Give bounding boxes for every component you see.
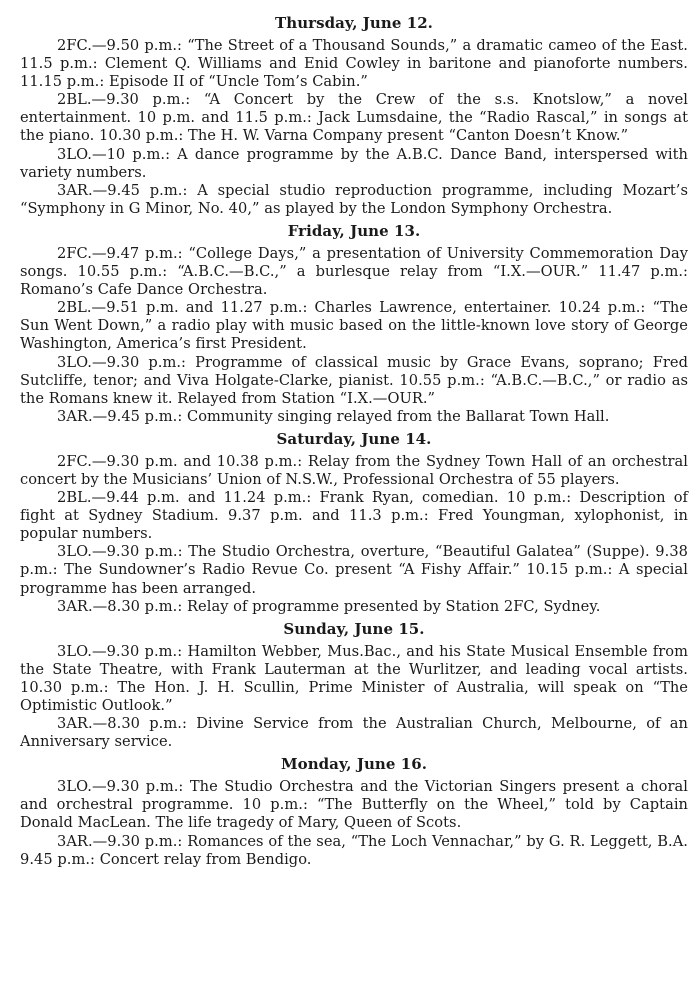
programme-entry [20,598,688,616]
entry-text: —9.30 p.m. and 10.38 p.m.: Relay from the Sydney Town Hall of an orchestral concert by the Musicians’ Union of N.S.W., Professional Orchestra of 55 players. [20,452,688,488]
programme-entry [20,715,688,751]
station-code: 3LO. [57,543,92,561]
entry-text: —9.30 p.m.: The Studio Orchestra and the Victorian Singers present a choral and orchestral programme. 10 p.m.: “The Butterfly on the Wheel,” told by Captain Donald MacLean. The life tragedy of Mary, Queen of Scots. [20,778,688,832]
day-section-sunday [20,620,688,752]
day-section-thursday [20,14,688,218]
station-code: 2FC. [57,37,92,54]
programme-entry [20,37,688,91]
station-code: 3AR. [57,832,93,850]
entry-text: —9.50 p.m.: “The Street of a Thousand Sounds,” a dramatic cameo of the East. 11.5 p.m.: Clement Q. Williams and Enid Cowley in baritone and pianoforte numbers. 11.15 p.m.: Episode II of “Uncle Tom’s Cabin.” [20,37,688,91]
programme-entry [20,543,688,597]
station-code: 3LO. [57,145,92,163]
programme-entry [20,778,688,832]
programme-entry [20,245,688,299]
entry-text: —9.51 p.m. and 11.27 p.m.: Charles Lawrence, entertainer. 10.24 p.m.: “The Sun Went Down,” a radio play with music based on the little-known love story of George Washington, America’s first President. [20,299,688,353]
station-code: 3LO. [57,778,92,796]
day-section-friday [20,222,688,426]
programme-entry [20,643,688,715]
entry-text: —8.30 p.m.: Divine Service from the Australian Church, Melbourne, of an Anniversary service. [20,715,688,751]
station-code: 3AR. [57,715,93,733]
entry-text: —8.30 p.m.: Relay of programme presented by Station 2FC, Sydney. [92,597,601,615]
day-heading: Sunday, June 15. [283,619,425,638]
station-code: 3AR. [57,181,93,199]
programme-entry [20,408,688,426]
programme-entry [20,489,688,543]
station-code: 3AR. [57,407,93,425]
station-code: 3LO. [57,353,92,371]
entry-text: —9.45 p.m.: A special studio reproduction programme, including Mozart’s “Symphony in G Minor, No. 40,” as played by the London Symphony Orchestra. [20,181,688,217]
day-section-saturday [20,430,688,616]
day-heading: Thursday, June 12. [275,14,433,32]
station-code: 2FC. [57,452,92,470]
programme-entry [20,833,688,869]
entry-text: —9.47 p.m.: “College Days,” a presentation of University Commemoration Day songs. 10.55 p.m.: “A.B.C.—B.C.,” a burlesque relay from “I.X.—OUR.” 11.47 p.m.: Romano’s Cafe Dance Orchestra. [20,244,688,299]
entry-text: —9.45 p.m.: Community singing relayed from the Ballarat Town Hall. [92,407,610,425]
programme-entry [20,182,688,218]
programme-entry [20,354,688,408]
programme-entry [20,453,688,489]
day-heading: Monday, June 16. [280,755,428,774]
station-code: 2BL. [57,489,92,507]
entry-text: —9.30 p.m.: The Studio Orchestra, overture, “Beautiful Galatea” (Suppe). 9.38 p.m.: The Sundowner’s Radio Revue Co. present “A Fishy Affair.” 10.15 p.m.: A special programme has been arranged. [20,543,688,597]
station-code: 2BL. [57,299,92,317]
station-code: 3AR. [57,597,93,615]
day-section-monday [20,755,688,868]
entry-text: —9.30 p.m.: Programme of classical music by Grace Evans, soprano; Fred Sutcliffe, tenor; and Viva Holgate-Clarke, pianist. 10.55 p.m.: “A.B.C.—B.C.,” or radio as the Romans knew it. Relayed from Station “I.X.—OUR.” [20,353,688,407]
day-heading: Saturday, June 14. [276,429,432,448]
entry-text: —9.30 p.m.: “A Concert by the Crew of the s.s. Knotslow,” a novel entertainment. 10 p.m. and 11.5 p.m.: Jack Lumsdaine, the “Radio Rascal,” in songs at the piano. 10.30 p.m.: The H. W. Varna Company present “Canton Doesn’t Know.” [20,91,688,145]
entry-text: —9.30 p.m.: Romances of the sea, “The Loch Vennachar,” by G. R. Leggett, B.A. 9.45 p.m.: Concert relay from Bendigo. [20,832,688,868]
programme-entry [20,91,688,145]
programme-entry [20,299,688,353]
entry-text: —9.30 p.m.: Hamilton Webber, Mus.Bac., and his State Musical Ensemble from the State Theatre, with Frank Lauterman at the Wurlitzer, and leading vocal artists. 10.30 p.m.: The Hon. J. H. Scullin, Prime Minister of Australia, will speak on “The Optimistic Outlook.” [20,642,688,714]
station-code: 3LO. [57,642,92,660]
entry-text: —9.44 p.m. and 11.24 p.m.: Frank Ryan, comedian. 10 p.m.: Description of fight at Sydney Stadium. 9.37 p.m. and 11.3 p.m.: Fred Youngman, xylophonist, in popular numbers. [20,489,688,543]
station-code: 2FC. [57,244,92,262]
entry-text: —10 p.m.: A dance programme by the A.B.C. Dance Band, interspersed with variety numbers. [20,145,688,181]
station-code: 2BL. [57,91,92,109]
day-heading: Friday, June 13. [287,221,421,240]
programme-entry [20,146,688,182]
